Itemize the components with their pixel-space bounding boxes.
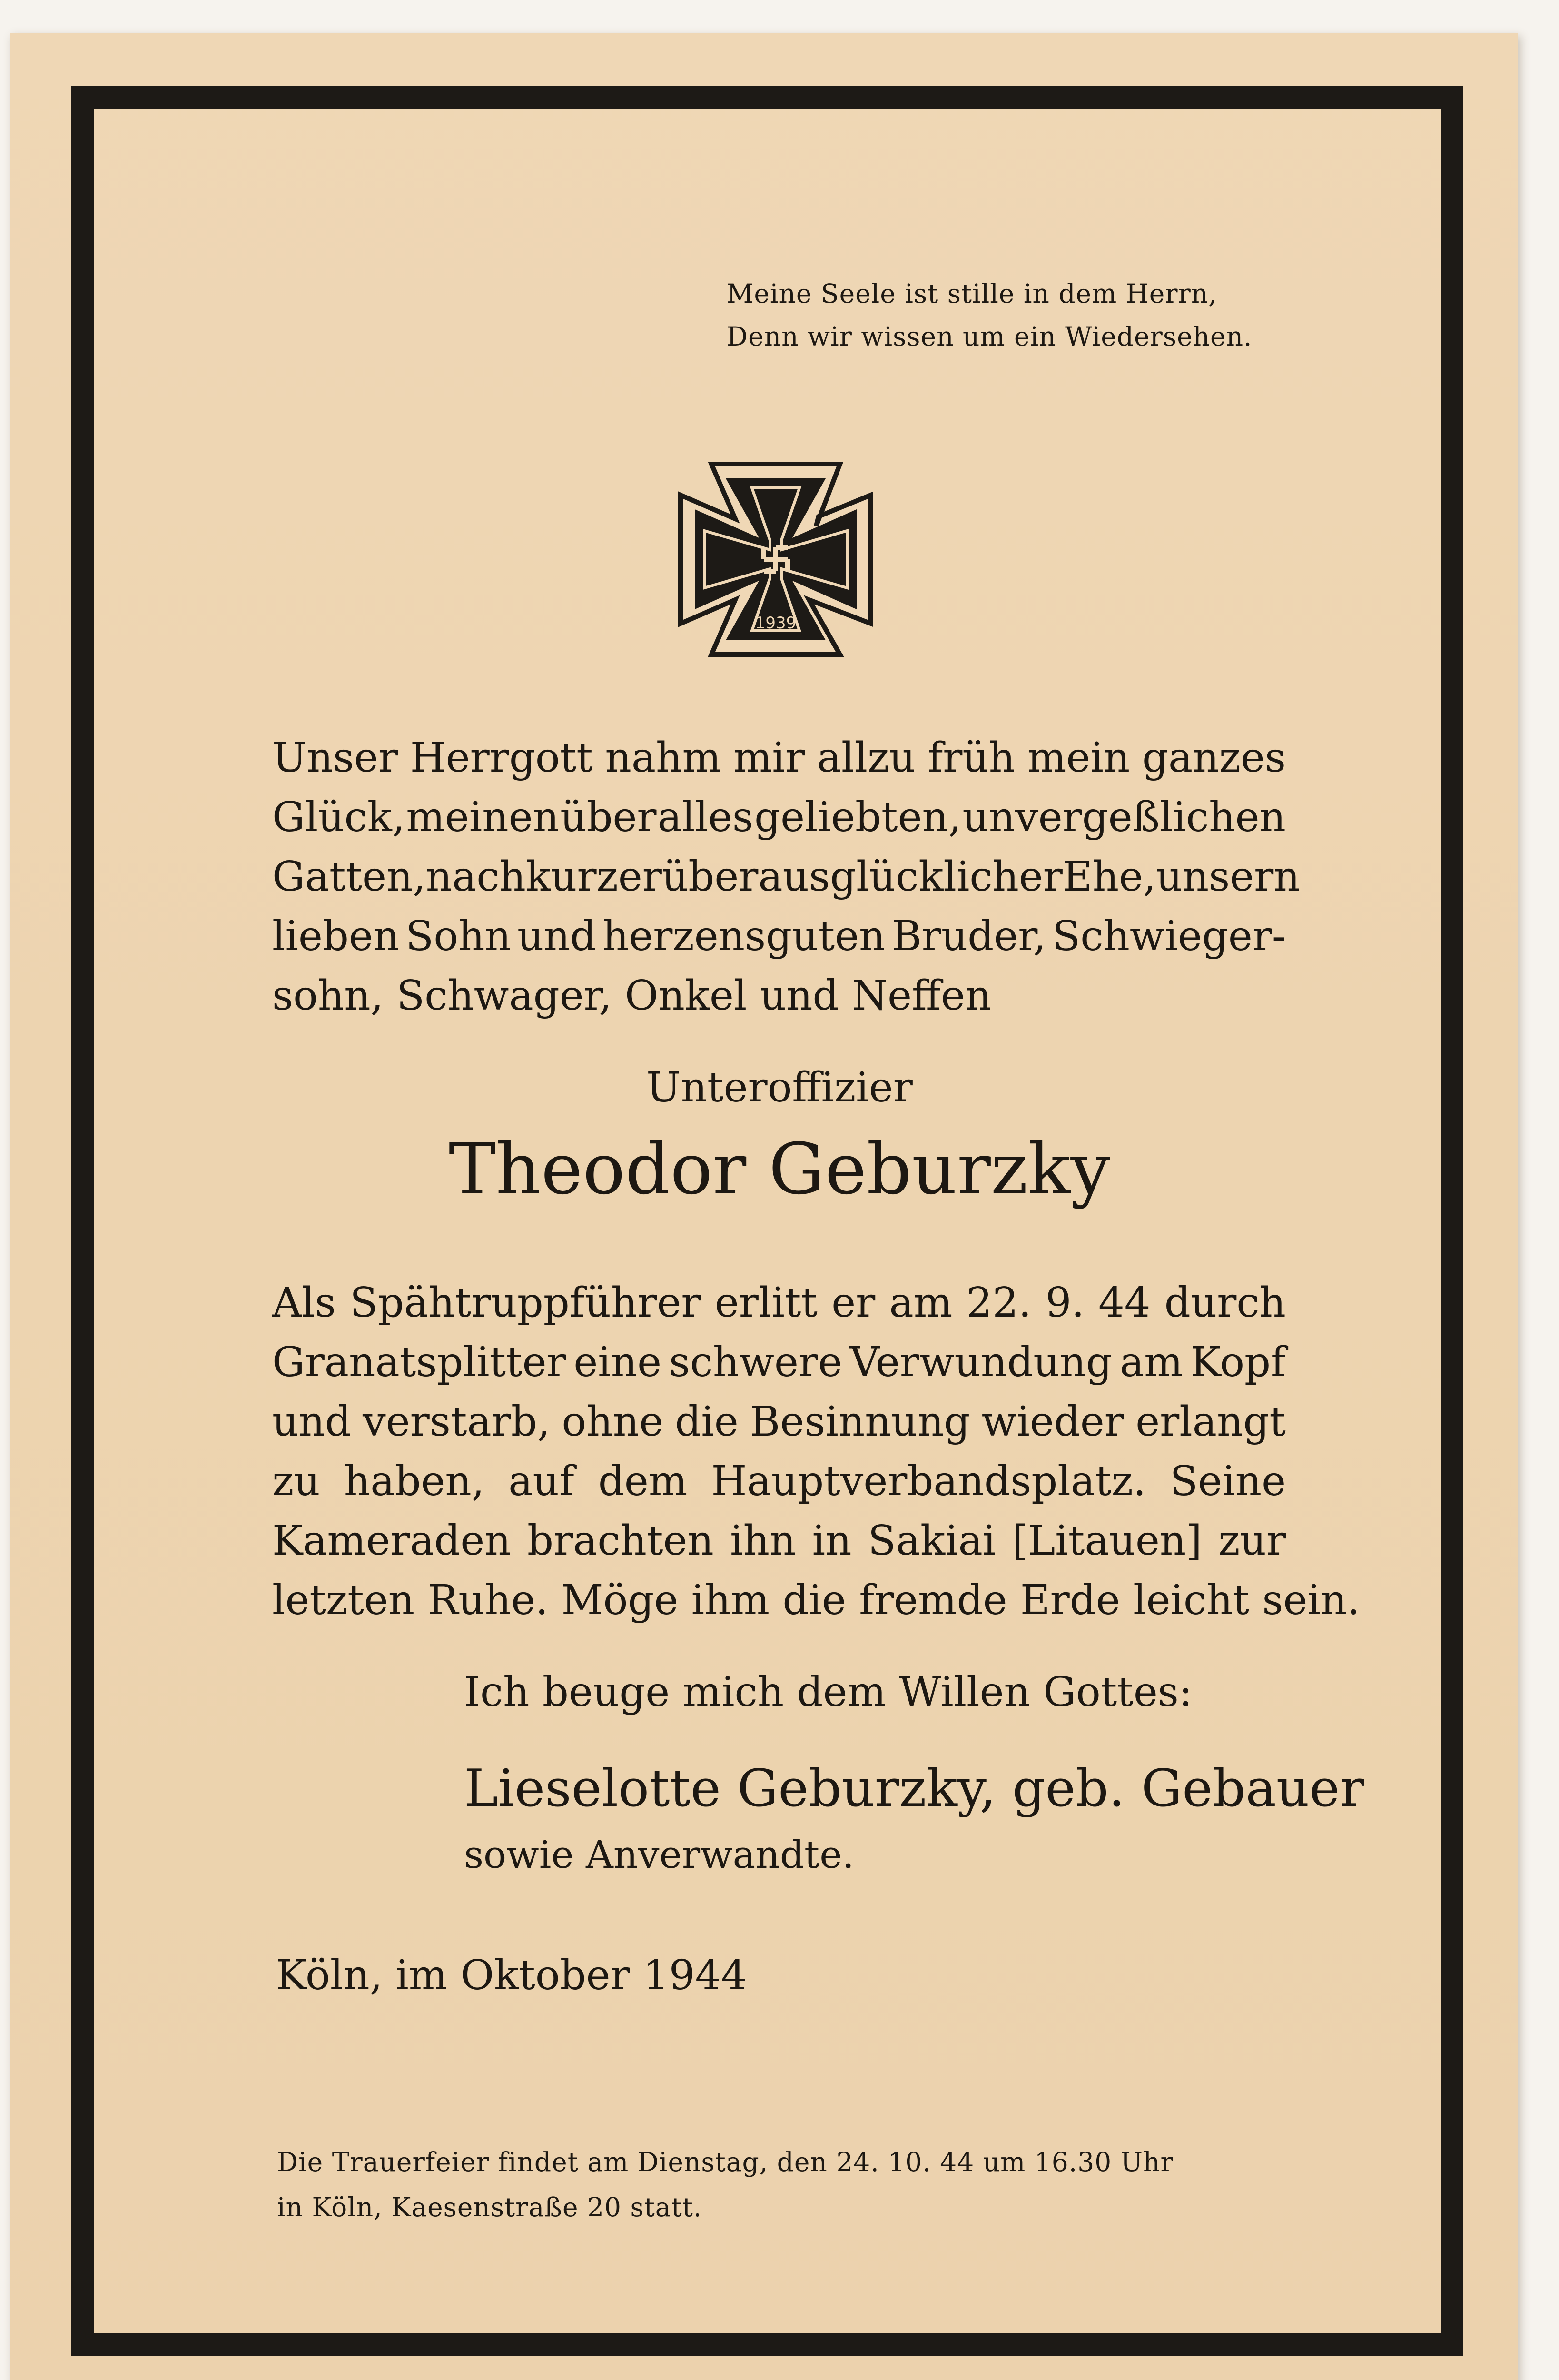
account-paragraph: [272, 1273, 1360, 1630]
place-date: Köln, im Oktober 1944: [276, 1952, 747, 1999]
word: er: [831, 1279, 876, 1327]
word: überaus: [661, 853, 830, 901]
word: und: [517, 912, 596, 960]
word: Seine: [1170, 1458, 1286, 1505]
word: Kopf: [1190, 1339, 1286, 1386]
word: die: [675, 1398, 739, 1446]
account-line: [272, 1511, 1286, 1571]
word: alles: [657, 793, 753, 841]
intro-line: [272, 907, 1286, 966]
word: über: [560, 793, 657, 841]
word: Ehe,: [1062, 853, 1156, 901]
word: allzu: [817, 734, 916, 782]
word: Schwieger-: [1052, 912, 1286, 960]
word: kurzer: [525, 853, 662, 901]
account-line: [272, 1273, 1286, 1333]
word: ganzes: [1142, 734, 1286, 782]
intro-line: [272, 728, 1286, 788]
iron-cross-icon: [676, 459, 876, 659]
deceased-rank: Unteroffizier: [646, 1064, 913, 1111]
emblem-year: 1939: [755, 614, 797, 633]
word: geliebten,: [754, 793, 962, 841]
word: ihn: [730, 1517, 796, 1565]
mourning-line: Ich beuge mich dem Willen Gottes:: [464, 1668, 1193, 1716]
word: nahm: [605, 734, 721, 782]
word: verstarb,: [363, 1398, 551, 1446]
word: früh: [928, 734, 1016, 782]
word: Sohn: [405, 912, 511, 960]
mourning-border: [71, 86, 1463, 2356]
word: 9.: [1045, 1279, 1085, 1327]
word: in: [812, 1517, 852, 1565]
word: mir: [733, 734, 805, 782]
word: Granatsplitter: [272, 1339, 566, 1386]
word: durch: [1164, 1279, 1286, 1327]
word: Spähtruppführer: [350, 1279, 701, 1327]
word: [Litauen]: [1012, 1517, 1202, 1565]
word: dem: [598, 1458, 688, 1505]
word: Herrgott: [410, 734, 593, 782]
funeral-line-2: in Köln, Kaesenstraße 20 statt.: [277, 2192, 702, 2222]
word: haben,: [344, 1458, 485, 1505]
word: Unser: [272, 734, 398, 782]
word: am: [889, 1279, 953, 1327]
word: glücklicher: [830, 853, 1063, 901]
word: Besinnung: [750, 1398, 970, 1446]
word: lieben: [272, 912, 400, 960]
word: ohne: [562, 1398, 663, 1446]
word: Hauptverbandsplatz.: [711, 1458, 1146, 1505]
word: unvergeßlichen: [962, 793, 1286, 841]
word: Kameraden: [272, 1517, 511, 1565]
word: erlitt: [714, 1279, 818, 1327]
account-line: [272, 1452, 1286, 1511]
epigraph-line-2: Denn wir wissen um ein Wiedersehen.: [727, 321, 1253, 352]
account-line: letzten Ruhe. Möge ihm die fremde Erde leicht sein.: [272, 1577, 1360, 1624]
widow-name: Lieselotte Geburzky, geb. Gebauer: [464, 1759, 1364, 1818]
intro-line: sohn, Schwager, Onkel und Neffen: [272, 972, 992, 1020]
word: Bruder,: [891, 912, 1046, 960]
word: am: [1119, 1339, 1183, 1386]
word: Als: [272, 1279, 336, 1327]
intro-line: [272, 847, 1300, 907]
word: Verwundung: [849, 1339, 1113, 1386]
word: Glück,: [272, 793, 405, 841]
word: Sakiai: [868, 1517, 996, 1565]
word: mein: [1027, 734, 1130, 782]
word: unsern: [1156, 853, 1300, 901]
word: meinen: [406, 793, 559, 841]
epigraph-line-1: Meine Seele ist stille in dem Herrn,: [727, 278, 1217, 309]
deceased-name: Theodor Geburzky: [448, 1128, 1111, 1210]
word: erlangt: [1135, 1398, 1286, 1446]
intro-line: [272, 788, 1286, 847]
word: 22.: [966, 1279, 1032, 1327]
word: nach: [425, 853, 526, 901]
word: wieder: [981, 1398, 1124, 1446]
intro-paragraph: [272, 728, 1300, 1026]
word: eine: [573, 1339, 662, 1386]
word: schwere: [669, 1339, 842, 1386]
word: herzensguten: [602, 912, 886, 960]
word: Gatten,: [272, 853, 426, 901]
word: zu: [272, 1458, 320, 1505]
relatives-line: sowie Anverwandte.: [464, 1833, 854, 1877]
account-line: [272, 1333, 1286, 1392]
word: und: [272, 1398, 351, 1446]
word: 44: [1098, 1279, 1151, 1327]
account-line: [272, 1392, 1286, 1452]
word: zur: [1218, 1517, 1286, 1565]
word: brachten: [527, 1517, 714, 1565]
funeral-line-1: Die Trauerfeier findet am Dienstag, den 24. 10. 44 um 16.30 Uhr: [277, 2147, 1174, 2177]
word: auf: [508, 1458, 574, 1505]
